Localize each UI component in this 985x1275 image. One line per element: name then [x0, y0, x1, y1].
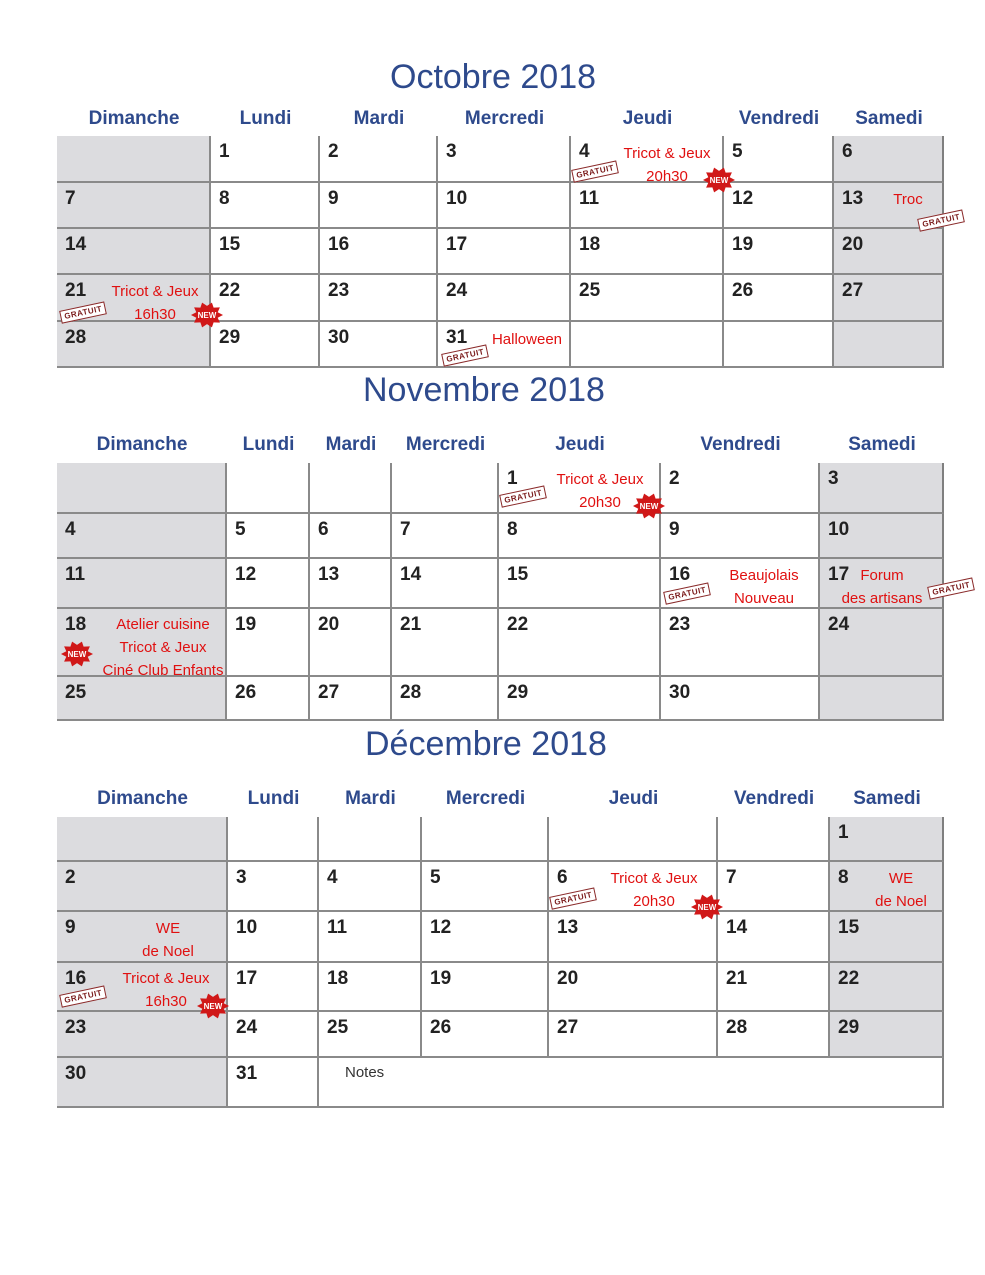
new-burst-icon: [632, 492, 666, 520]
day-number: 7: [65, 188, 76, 209]
day-number: 30: [328, 327, 350, 348]
day-cell[interactable]: [57, 817, 228, 862]
notes-label: Notes: [345, 1064, 385, 1081]
day-number: 17: [828, 564, 850, 585]
weekday-header: Vendredi: [733, 788, 815, 809]
weekday-header: Jeudi: [608, 788, 659, 809]
day-cell[interactable]: [830, 1012, 944, 1058]
day-number: 24: [828, 614, 850, 635]
day-number: 13: [557, 917, 579, 938]
day-number: 14: [726, 917, 748, 938]
event-line: WE: [155, 920, 181, 937]
new-burst-label: NEW: [709, 176, 729, 185]
day-cell[interactable]: [830, 963, 944, 1012]
new-burst-icon: [190, 301, 224, 329]
day-cell[interactable]: [830, 912, 944, 963]
weekday-header: Lundi: [242, 434, 295, 455]
day-cell[interactable]: [320, 322, 438, 368]
day-number: 12: [430, 917, 452, 938]
event-line: Troc: [893, 191, 923, 208]
day-cell[interactable]: [422, 963, 549, 1012]
new-burst-label: NEW: [203, 1002, 223, 1011]
day-number: 30: [669, 682, 691, 703]
event-line: des artisans: [841, 590, 923, 607]
day-number: 17: [446, 234, 468, 255]
day-cell[interactable]: [228, 1058, 319, 1108]
day-number: 11: [579, 188, 600, 209]
day-cell[interactable]: [661, 609, 820, 677]
day-number: 21: [65, 280, 87, 301]
gratuit-stamp: GRATUIT: [59, 301, 107, 323]
day-cell[interactable]: [227, 463, 310, 514]
day-cell[interactable]: [724, 322, 834, 368]
day-number: 23: [669, 614, 691, 635]
event-line: de Noel: [875, 893, 927, 910]
day-cell[interactable]: [820, 677, 944, 721]
day-cell[interactable]: [228, 862, 319, 912]
day-cell[interactable]: [392, 677, 499, 721]
event-line: Atelier cuisine: [116, 616, 210, 633]
day-cell[interactable]: [438, 229, 571, 275]
new-burst-icon: [702, 166, 736, 194]
event-line: Tricot & Jeux: [623, 145, 711, 162]
event-line: 20h30: [579, 494, 621, 511]
day-cell[interactable]: [499, 514, 661, 559]
day-cell[interactable]: [228, 1012, 319, 1058]
day-cell[interactable]: [724, 136, 834, 183]
day-cell[interactable]: [57, 559, 227, 609]
day-number: 13: [318, 564, 340, 585]
day-cell[interactable]: [499, 609, 661, 677]
day-number: 18: [65, 614, 87, 635]
event-line: Tricot & Jeux: [556, 471, 644, 488]
day-cell[interactable]: [57, 229, 211, 275]
day-number: 25: [65, 682, 87, 703]
day-cell[interactable]: [422, 862, 549, 912]
day-cell[interactable]: [820, 514, 944, 559]
day-cell[interactable]: [571, 229, 724, 275]
day-number: 12: [732, 188, 754, 209]
day-cell[interactable]: [724, 229, 834, 275]
new-burst-label: NEW: [67, 650, 87, 659]
day-number: 9: [669, 519, 680, 540]
day-cell[interactable]: [422, 817, 549, 862]
weekday-header: Mardi: [325, 434, 377, 455]
day-cell[interactable]: [211, 322, 320, 368]
day-number: 18: [579, 234, 601, 255]
day-cell[interactable]: [820, 609, 944, 677]
day-number: 30: [65, 1063, 87, 1084]
day-cell[interactable]: [228, 817, 319, 862]
day-number: 29: [838, 1017, 860, 1038]
day-number: 28: [65, 327, 87, 348]
weekday-header: Samedi: [853, 788, 921, 809]
day-cell[interactable]: [549, 817, 718, 862]
day-cell[interactable]: [834, 322, 944, 368]
day-cell[interactable]: [228, 963, 319, 1012]
day-number: 10: [236, 917, 258, 938]
day-number: 7: [400, 519, 411, 540]
day-number: 8: [219, 188, 230, 209]
day-number: 5: [732, 141, 743, 162]
day-number: 19: [430, 968, 452, 989]
weekday-header: Lundi: [239, 108, 292, 129]
weekday-header: Samedi: [848, 434, 916, 455]
day-number: 27: [842, 280, 864, 301]
day-number: 13: [842, 188, 864, 209]
day-cell[interactable]: [392, 609, 499, 677]
day-cell[interactable]: [392, 463, 499, 514]
day-cell[interactable]: [571, 275, 724, 322]
day-cell[interactable]: [422, 1012, 549, 1058]
day-cell[interactable]: [57, 677, 227, 721]
day-number: 16: [65, 968, 87, 989]
day-cell[interactable]: [319, 817, 422, 862]
event-line: Halloween: [491, 331, 563, 348]
day-number: 31: [236, 1063, 258, 1084]
event-line: 16h30: [145, 993, 187, 1010]
day-cell[interactable]: [718, 1012, 830, 1058]
day-number: 2: [65, 867, 76, 888]
day-number: 27: [557, 1017, 579, 1038]
weekday-header: Vendredi: [738, 108, 820, 129]
day-number: 14: [400, 564, 422, 585]
day-number: 12: [235, 564, 257, 585]
day-number: 14: [65, 234, 87, 255]
day-cell[interactable]: [661, 514, 820, 559]
new-burst-icon: [690, 893, 724, 921]
weekday-header: Mercredi: [464, 108, 545, 129]
day-number: 26: [235, 682, 257, 703]
new-burst-label: NEW: [639, 502, 659, 511]
new-burst-icon: [196, 992, 230, 1020]
day-cell[interactable]: [438, 183, 571, 229]
day-cell[interactable]: [320, 136, 438, 183]
day-cell[interactable]: [319, 912, 422, 963]
day-cell[interactable]: [57, 862, 228, 912]
day-number: 2: [328, 141, 339, 162]
day-number: 3: [446, 141, 457, 162]
event-label: [102, 613, 224, 682]
day-cell[interactable]: [571, 322, 724, 368]
day-cell[interactable]: [422, 912, 549, 963]
day-number: 22: [219, 280, 241, 301]
day-cell[interactable]: [820, 463, 944, 514]
month-title: Octobre 2018: [390, 58, 597, 96]
day-number: 16: [669, 564, 691, 585]
month-title: Novembre 2018: [363, 371, 605, 409]
event-line: Nouveau: [733, 590, 795, 607]
day-number: 15: [507, 564, 529, 585]
weekday-header: Mardi: [345, 788, 396, 809]
day-number: 29: [219, 327, 241, 348]
day-cell[interactable]: [718, 862, 830, 912]
day-number: 28: [726, 1017, 748, 1038]
gratuit-stamp: GRATUIT: [59, 985, 107, 1007]
day-cell[interactable]: [310, 677, 392, 721]
day-number: 22: [507, 614, 529, 635]
event-line: Tricot & Jeux: [610, 870, 698, 887]
day-number: 6: [842, 141, 853, 162]
event-line: Ciné Club Enfants: [102, 662, 224, 679]
day-number: 6: [318, 519, 329, 540]
day-cell[interactable]: [320, 275, 438, 322]
day-number: 25: [579, 280, 601, 301]
day-number: 25: [327, 1017, 349, 1038]
day-cell[interactable]: [499, 677, 661, 721]
day-number: 18: [327, 968, 349, 989]
day-cell[interactable]: [661, 463, 820, 514]
day-number: 21: [726, 968, 748, 989]
day-cell[interactable]: [549, 1012, 718, 1058]
event-label: [878, 188, 938, 211]
notes-area[interactable]: [319, 1058, 944, 1108]
day-cell[interactable]: [310, 559, 392, 609]
weekday-header: Jeudi: [622, 108, 673, 129]
day-number: 9: [65, 917, 76, 938]
event-line: 20h30: [633, 893, 675, 910]
day-cell[interactable]: [724, 275, 834, 322]
day-cell[interactable]: [319, 963, 422, 1012]
day-number: 26: [430, 1017, 452, 1038]
day-cell[interactable]: [718, 817, 830, 862]
gratuit-stamp: GRATUIT: [571, 160, 619, 182]
gratuit-stamp: GRATUIT: [441, 344, 489, 366]
day-number: 5: [235, 519, 246, 540]
day-number: 23: [65, 1017, 87, 1038]
new-burst-icon: [60, 640, 94, 668]
day-number: 11: [65, 564, 86, 585]
event-label: [118, 917, 218, 963]
day-number: 8: [507, 519, 518, 540]
day-cell[interactable]: [834, 136, 944, 183]
day-cell[interactable]: [834, 229, 944, 275]
day-number: 1: [838, 822, 849, 843]
day-number: 4: [579, 141, 590, 162]
day-number: 3: [828, 468, 839, 489]
new-burst-label: NEW: [197, 311, 217, 320]
gratuit-stamp: GRATUIT: [917, 209, 965, 231]
day-cell[interactable]: [57, 463, 227, 514]
weekday-header: Jeudi: [555, 434, 605, 455]
day-number: 16: [328, 234, 350, 255]
day-cell[interactable]: [227, 514, 310, 559]
day-cell[interactable]: [718, 963, 830, 1012]
day-cell[interactable]: [211, 136, 320, 183]
event-line: WE: [888, 870, 914, 887]
day-number: 24: [236, 1017, 258, 1038]
day-cell[interactable]: [227, 677, 310, 721]
day-number: 31: [446, 327, 468, 348]
day-cell[interactable]: [57, 136, 211, 183]
gratuit-stamp: GRATUIT: [549, 887, 597, 909]
day-cell[interactable]: [310, 463, 392, 514]
event-label: [862, 867, 940, 913]
event-line: Tricot & Jeux: [122, 970, 210, 987]
event-line: Forum: [860, 567, 904, 584]
day-cell[interactable]: [661, 677, 820, 721]
day-number: 24: [446, 280, 468, 301]
weekday-header: Dimanche: [88, 108, 180, 129]
day-number: 20: [557, 968, 579, 989]
day-cell[interactable]: [549, 963, 718, 1012]
day-number: 2: [669, 468, 680, 489]
event-label: [718, 564, 810, 610]
month-title: Décembre 2018: [365, 725, 607, 763]
day-cell[interactable]: [438, 275, 571, 322]
day-cell[interactable]: [211, 275, 320, 322]
weekday-header: Samedi: [855, 108, 923, 129]
day-number: 23: [328, 280, 350, 301]
day-cell[interactable]: [227, 559, 310, 609]
day-number: 9: [328, 188, 339, 209]
day-number: 29: [507, 682, 529, 703]
event-line: Tricot & Jeux: [111, 283, 199, 300]
day-number: 4: [65, 519, 76, 540]
event-line: 16h30: [134, 306, 176, 323]
day-cell[interactable]: [320, 183, 438, 229]
gratuit-stamp: GRATUIT: [663, 582, 711, 604]
weekday-header: Mardi: [353, 108, 405, 129]
weekday-header: Dimanche: [97, 788, 188, 809]
day-number: 4: [327, 867, 338, 888]
day-number: 27: [318, 682, 340, 703]
weekday-header: Mercredi: [405, 434, 486, 455]
day-number: 15: [838, 917, 860, 938]
day-cell[interactable]: [834, 275, 944, 322]
day-cell[interactable]: [830, 817, 944, 862]
day-cell[interactable]: [392, 559, 499, 609]
gratuit-stamp: GRATUIT: [927, 577, 975, 599]
day-cell[interactable]: [310, 514, 392, 559]
day-number: 5: [430, 867, 441, 888]
day-number: 28: [400, 682, 422, 703]
event-label: [484, 328, 570, 351]
day-cell[interactable]: [320, 229, 438, 275]
day-number: 6: [557, 867, 568, 888]
day-cell[interactable]: [57, 183, 211, 229]
day-number: 1: [507, 468, 518, 489]
day-number: 8: [838, 867, 849, 888]
day-number: 10: [828, 519, 850, 540]
day-number: 11: [327, 917, 348, 938]
event-line: de Noel: [142, 943, 194, 960]
event-line: Tricot & Jeux: [119, 639, 207, 656]
day-cell[interactable]: [228, 912, 319, 963]
day-number: 17: [236, 968, 258, 989]
weekday-header: Mercredi: [445, 788, 526, 809]
day-cell[interactable]: [718, 912, 830, 963]
day-number: 20: [842, 234, 864, 255]
day-number: 15: [219, 234, 241, 255]
day-cell[interactable]: [319, 1012, 422, 1058]
day-cell[interactable]: [499, 559, 661, 609]
day-cell[interactable]: [57, 1058, 228, 1108]
day-cell[interactable]: [319, 862, 422, 912]
day-number: 19: [235, 614, 257, 635]
day-number: 3: [236, 867, 247, 888]
day-number: 21: [400, 614, 422, 635]
day-cell[interactable]: [310, 609, 392, 677]
day-cell[interactable]: [211, 183, 320, 229]
day-number: 19: [732, 234, 754, 255]
gratuit-stamp: GRATUIT: [499, 485, 547, 507]
new-burst-label: NEW: [697, 903, 717, 912]
weekday-header: Dimanche: [96, 434, 188, 455]
day-cell[interactable]: [57, 514, 227, 559]
day-number: 1: [219, 141, 230, 162]
day-number: 20: [318, 614, 340, 635]
weekday-header: Lundi: [247, 788, 300, 809]
day-number: 22: [838, 968, 860, 989]
event-line: 20h30: [646, 168, 688, 185]
day-number: 7: [726, 867, 737, 888]
day-cell[interactable]: [724, 183, 834, 229]
weekday-header: Vendredi: [700, 434, 781, 455]
day-number: 26: [732, 280, 754, 301]
day-cell[interactable]: [57, 322, 211, 368]
day-cell[interactable]: [392, 514, 499, 559]
day-number: 10: [446, 188, 468, 209]
event-label: [828, 564, 936, 610]
event-line: Beaujolais: [729, 567, 799, 584]
day-cell[interactable]: [211, 229, 320, 275]
day-cell[interactable]: [438, 136, 571, 183]
day-cell[interactable]: [227, 609, 310, 677]
